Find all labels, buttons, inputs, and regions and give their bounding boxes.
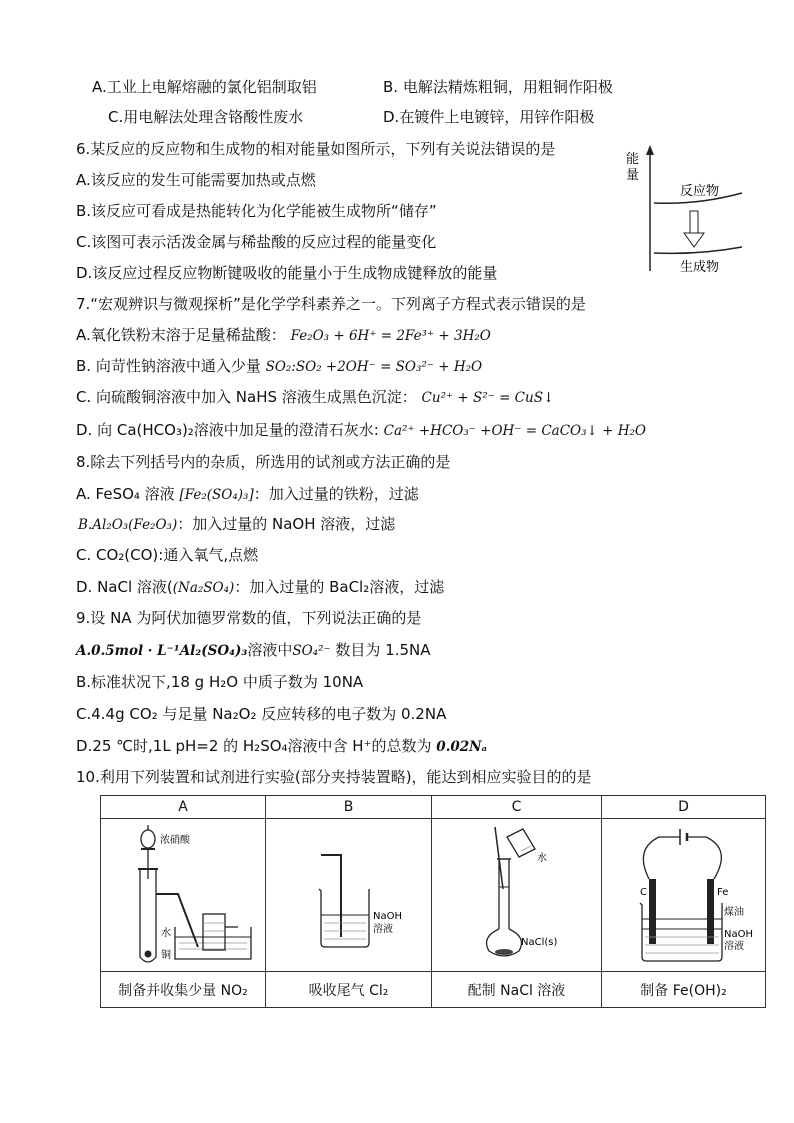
q8-b-formula: B.Al₂O₃(Fe₂O₃) <box>78 517 178 533</box>
q6-option-c: C.该图可表示活泼金属与稀盐酸的反应过程的能量变化 <box>76 233 437 251</box>
q9-option-b: B.标准状况下,18 g H₂O 中质子数为 10NA <box>76 673 364 691</box>
energy-axis-label-2: 量 <box>626 168 640 183</box>
energy-axis-arrow-icon <box>646 145 654 155</box>
q10-caption-b: 吸收尾气 Cl₂ <box>266 972 432 1008</box>
q10-header-c: C <box>432 796 602 819</box>
q8-option-a <box>76 484 419 505</box>
label-conc-nitric-acid: 浓硝酸 <box>160 835 190 846</box>
q8-d-pre: D. NaCl 溶液( <box>76 578 173 596</box>
label-water-c: 水 <box>536 853 547 864</box>
q6-option-d: D.该反应过程反应物断键吸收的能量小于生成物成键释放的能量 <box>76 264 498 282</box>
q5-option-b: B. 电解法精炼粗铜，用粗铜作阳极 <box>383 78 613 96</box>
q7-option-a <box>76 325 491 346</box>
q9-a-ion: SO₄²⁻ <box>292 643 331 659</box>
q6-option-b: B.该反应可看成是热能转化为化学能被生成物所“储存” <box>76 202 437 220</box>
q8-stem: 8.除去下列括号内的杂质，所选用的试剂或方法正确的是 <box>76 453 451 471</box>
q10-caption-d: 制备 Fe(OH)₂ <box>602 972 766 1008</box>
q5-option-c: C.用电解法处理含铬酸性废水 <box>108 108 304 126</box>
q7-b-equation: SO₂:SO₂ +2OH⁻ = SO₃²⁻ + H₂O <box>265 359 483 375</box>
q7-stem: 7.“宏观辨识与微观探析”是化学学科素养之一。下列离子方程式表示错误的是 <box>76 295 586 313</box>
q10-caption-a: 制备并收集少量 NO₂ <box>101 972 266 1008</box>
q5-option-d: D.在镀件上电镀锌，用锌作阳极 <box>383 108 595 126</box>
q10-stem: 10.利用下列装置和试剂进行实验(部分夹持装置略)，能达到相应实验目的的是 <box>76 768 592 786</box>
q10-caption-c: 配制 NaCl 溶液 <box>432 972 602 1008</box>
label-naoh-d: NaOH <box>723 929 753 940</box>
q9-stem: 9.设 NA 为阿伏加德罗常数的值，下列说法正确的是 <box>76 609 422 627</box>
q7-b-text: B. 向苛性钠溶液中通入少量 <box>76 357 261 375</box>
q8-a-formula: [Fe₂(SO₄)₃] <box>179 487 254 503</box>
no2-apparatus <box>103 819 263 967</box>
q6-stem: 6.某反应的反应物和生成物的相对能量如图所示，下列有关说法错误的是 <box>76 140 556 158</box>
q10-apparatus-table <box>100 795 766 1008</box>
q7-option-b <box>76 356 482 377</box>
q8-a-pre: A. FeSO₄ 溶液 <box>76 485 175 503</box>
label-nacl-solid: NaCl(s) <box>520 937 557 948</box>
energy-axis-label-1: 能 <box>626 152 640 167</box>
q10-figure-a <box>101 819 266 972</box>
down-arrow-shaft <box>690 211 698 233</box>
q9-a-mid: 溶液中 <box>247 641 293 659</box>
q7-d-equation: Ca²⁺ +HCO₃⁻ +OH⁻ = CaCO₃↓ + H₂O <box>383 423 646 439</box>
label-water-a: 水 <box>161 928 171 939</box>
q8-option-c: C. CO₂(CO):通入氧气,点燃 <box>76 546 259 564</box>
energy-diagram <box>618 143 758 278</box>
nacl-solution-apparatus <box>437 819 597 967</box>
q7-a-text: A.氧化铁粉末溶于足量稀盐酸： <box>76 326 286 344</box>
q7-c-text: C. 向硫酸铜溶液中加入 NaHS 溶液生成黑色沉淀： <box>76 388 417 406</box>
product-label: 生成物 <box>680 260 720 275</box>
q10-figure-c <box>432 819 602 972</box>
q9-option-c: C.4.4g CO₂ 与足量 Na₂O₂ 反应转移的电子数为 0.2NA <box>76 705 447 723</box>
q10-figure-b <box>266 819 432 972</box>
q8-b-post: ：加入过量的 NaOH 溶液，过滤 <box>177 515 396 533</box>
label-carbon-electrode: C <box>639 887 647 898</box>
q10-figure-d <box>602 819 766 972</box>
q9-d-formula: 0.02Nₐ <box>436 739 488 755</box>
q8-d-post: ：加入过量的 BaCl₂溶液，过滤 <box>234 578 445 596</box>
label-copper: 铜 <box>161 950 171 961</box>
q9-option-a <box>76 640 431 661</box>
q7-a-equation: Fe₂O₃ + 6H⁺ = 2Fe³⁺ + 3H₂O <box>290 328 491 344</box>
label-naoh-b: NaOH <box>372 911 402 922</box>
q8-d-formula: (Na₂SO₄) <box>172 580 235 596</box>
q9-a-formula: A.0.5mol · L⁻¹Al₂(SO₄)₃ <box>76 643 248 659</box>
q10-header-b: B <box>266 796 432 819</box>
label-solution-d: 溶液 <box>723 941 744 952</box>
q9-option-d <box>76 736 487 757</box>
q8-a-post: ：加入过量的铁粉，过滤 <box>253 485 419 503</box>
q10-header-d: D <box>602 796 766 819</box>
q9-d-pre: D.25 ℃时,1L pH=2 的 H₂SO₄溶液中含 H⁺的总数为 <box>76 737 432 755</box>
q5-option-a: A.工业上电解熔融的氯化铝制取铝 <box>92 78 317 96</box>
q7-c-equation: Cu²⁺ + S²⁻ = CuS↓ <box>421 390 555 406</box>
label-fe-electrode: Fe <box>716 887 728 898</box>
label-solution-b: 溶液 <box>372 924 393 935</box>
q6-option-a: A.该反应的发生可能需要加热或点燃 <box>76 171 316 189</box>
q7-d-text: D. 向 Ca(HCO₃)₂溶液中加足量的澄清石灰水: <box>76 421 379 439</box>
q10-header-a: A <box>101 796 266 819</box>
cl2-absorption-apparatus <box>269 819 429 967</box>
reactant-label: 反应物 <box>680 184 720 199</box>
product-level <box>654 247 742 253</box>
q7-option-d <box>76 420 646 441</box>
feoh2-electrolysis-apparatus <box>604 819 764 967</box>
label-kerosene: 煤油 <box>723 907 744 918</box>
q9-a-post: 数目为 1.5NA <box>330 641 431 659</box>
q8-option-d <box>76 577 444 598</box>
down-arrow-icon <box>684 233 704 247</box>
q7-option-c <box>76 387 554 408</box>
q8-option-b <box>78 514 395 535</box>
